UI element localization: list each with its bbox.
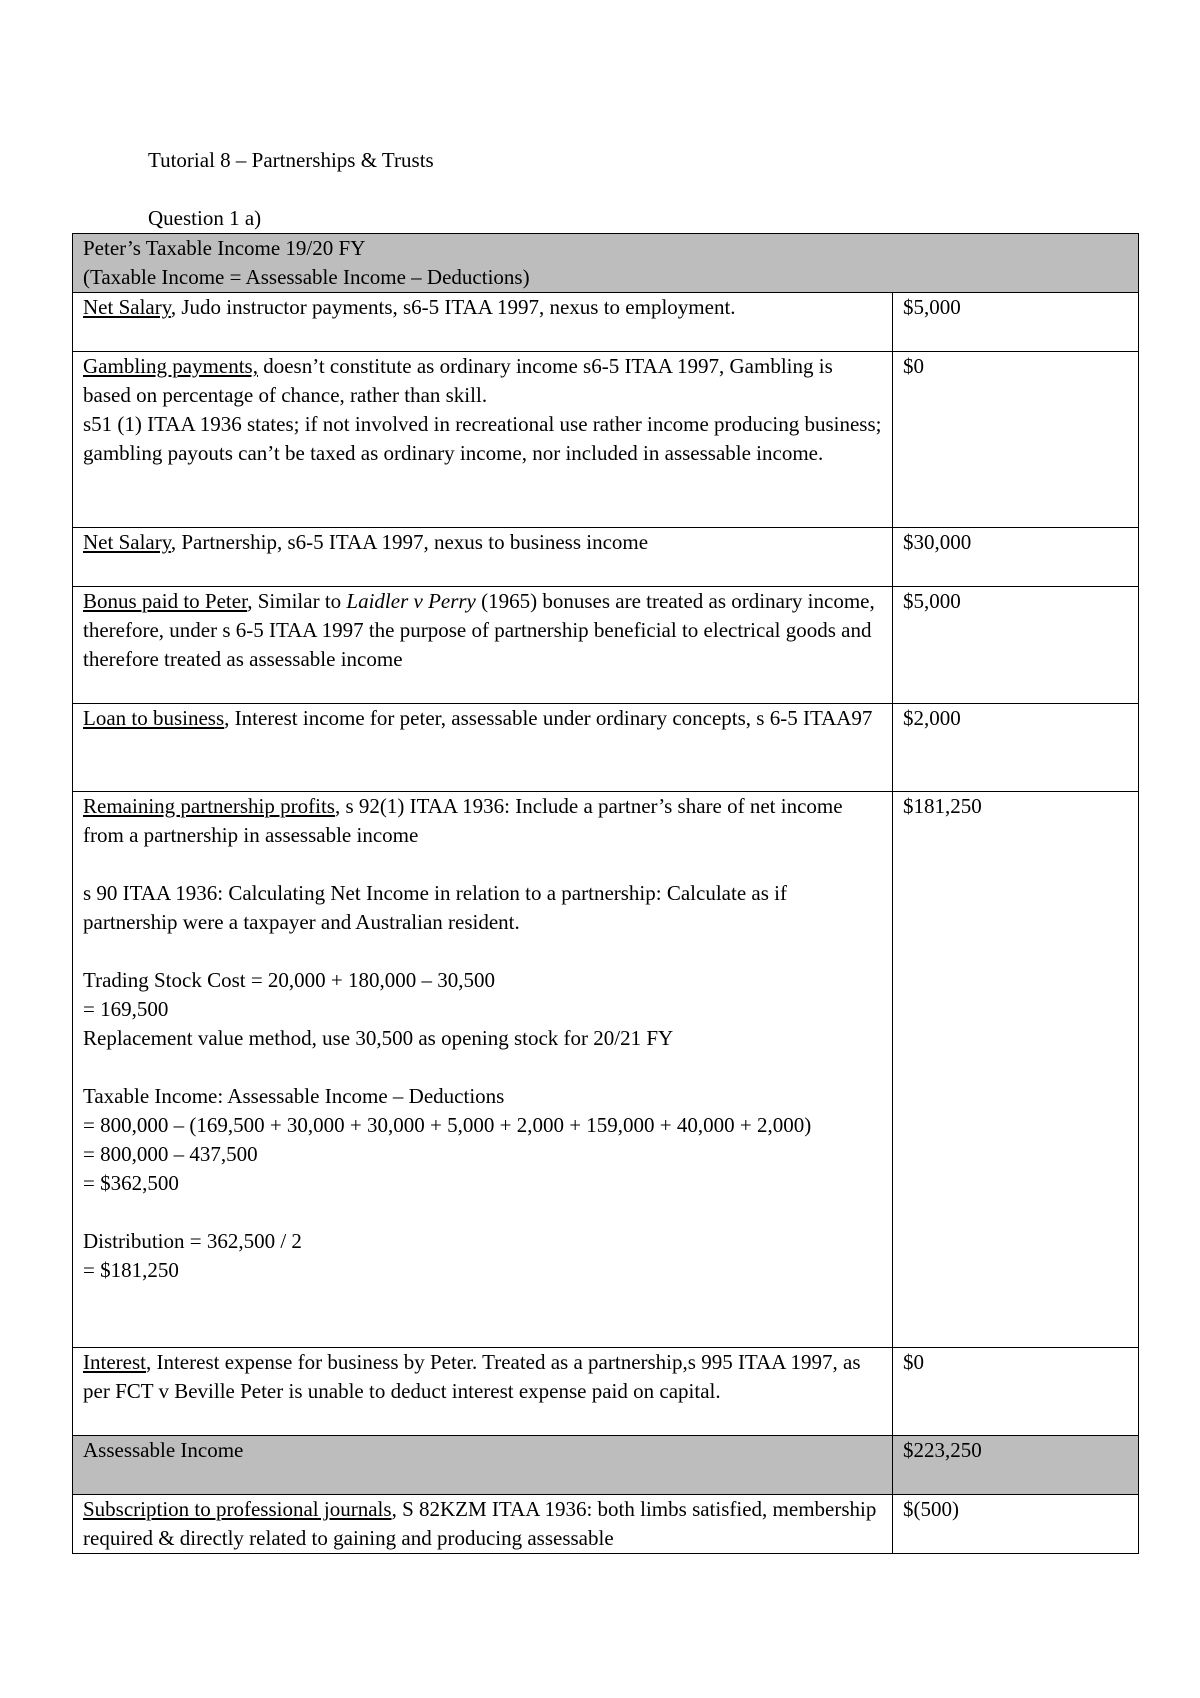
row-amount: $5,000 [893, 587, 1139, 704]
table-row [73, 792, 1139, 1348]
row-amount: $2,000 [893, 704, 1139, 792]
row-text-before-case: , Similar to [247, 589, 347, 613]
row-text: , Interest expense for business by Peter. Treated as a partnership,s 995 ITAA 1997, as per FCT v Beville Peter is unable to deduct interest expense paid on capital. [83, 1350, 861, 1403]
trading-stock-calculation: Trading Stock Cost = 20,000 + 180,000 – 30,500 = 169,500 Replacement value method, use 30,500 as opening stock for 20/21 FY [83, 968, 674, 1050]
table-row [73, 704, 1139, 792]
row-amount: $(500) [893, 1495, 1139, 1554]
table-header-cell [73, 234, 1139, 293]
row-amount: $0 [893, 1348, 1139, 1436]
row-description [73, 1495, 893, 1554]
row-text: (1965) bonuses are treated as ordinary income, therefore, under s 6-5 ITAA 1997 the purpose of partnership beneficial to electrical goods and therefore treated as assessable income [83, 589, 875, 671]
row-heading: Loan to business [83, 706, 225, 730]
row-text: , s 92(1) ITAA 1936: Include a partner’s share of net income from a partnership in assessable income [83, 794, 843, 847]
table-row [73, 352, 1139, 528]
row-description [73, 528, 893, 587]
row-text: , Judo instructor payments, s6-5 ITAA 1997, nexus to employment. [170, 295, 736, 319]
row-heading: Gambling payments, [83, 354, 258, 378]
table-row [73, 528, 1139, 587]
row-heading: Interest [83, 1350, 146, 1374]
row-description [73, 293, 893, 352]
row-text: , S 82KZM ITAA 1936: both limbs satisfied, membership required & directly related to gaining and producing assessable [83, 1497, 877, 1550]
net-income-paragraph: s 90 ITAA 1936: Calculating Net Income in relation to a partnership: Calculate as if partnership were a taxpayer and Australian resident. [83, 881, 787, 934]
table-row [73, 1495, 1139, 1554]
row-heading: Net Salary [83, 295, 171, 319]
row-description [73, 792, 893, 1348]
row-description [73, 704, 893, 792]
assessable-income-label: Assessable Income [73, 1436, 893, 1495]
row-description [73, 1348, 893, 1436]
row-heading: Remaining partnership profits [83, 794, 335, 818]
row-amount: $0 [893, 352, 1139, 528]
row-heading: Subscription to professional journals [83, 1497, 392, 1521]
row-amount: $181,250 [893, 792, 1139, 1348]
table-row [73, 293, 1139, 352]
row-heading: Bonus paid to Peter [83, 589, 248, 613]
row-text: , Partnership, s6-5 ITAA 1997, nexus to business income [170, 530, 649, 554]
table-header-row [73, 234, 1139, 293]
distribution-calculation: Distribution = 362,500 / 2 = $181,250 [83, 1229, 302, 1282]
taxable-income-calculation: Taxable Income: Assessable Income – Deductions = 800,000 – (169,500 + 30,000 + 30,000 + 5,000 + 2,000 + 159,000 + 40,000 + 2,000) = 800,000 – 437,500 = $362,500 [83, 1084, 812, 1195]
table-row [73, 587, 1139, 704]
row-amount: $5,000 [893, 293, 1139, 352]
page-title: Tutorial 8 – Partnerships & Trusts [148, 148, 434, 172]
taxable-income-table [72, 233, 1139, 1554]
row-description [73, 352, 893, 528]
table-row [73, 1348, 1139, 1436]
assessable-income-amount: $223,250 [893, 1436, 1139, 1495]
row-amount: $30,000 [893, 528, 1139, 587]
table-header-formula: (Taxable Income = Assessable Income – Deductions) [83, 265, 530, 289]
row-description [73, 587, 893, 704]
row-text: doesn’t constitute as ordinary income s6-5 ITAA 1997, Gambling is based on percentage of chance, rather than skill. s51 (1) ITAA 1936 states; if not involved in recreational use rather income producing business; gambling payouts can’t be taxed as ordinary income, nor included in assessable income. [83, 354, 882, 465]
question-label: Question 1 a) [148, 206, 262, 230]
case-citation: Laidler v Perry [346, 589, 476, 613]
row-text: , Interest income for peter, assessable under ordinary concepts, s 6-5 ITAA97 [224, 706, 873, 730]
table-header-title: Peter’s Taxable Income 19/20 FY [83, 236, 366, 260]
row-heading: Net Salary [83, 530, 171, 554]
assessable-income-row [73, 1436, 1139, 1495]
